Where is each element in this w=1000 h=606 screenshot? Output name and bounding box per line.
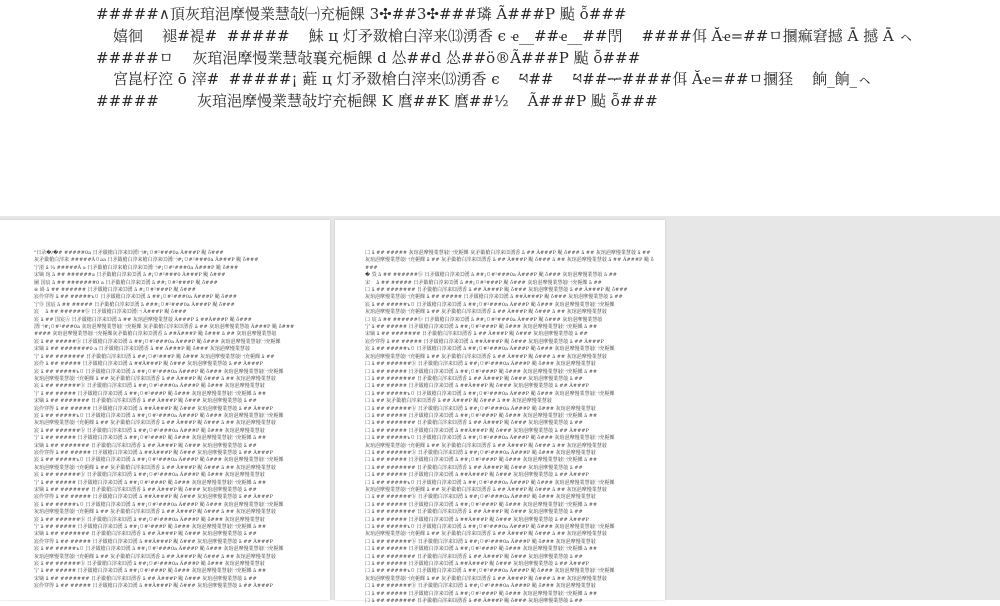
page-thumbnail-workspace xyxy=(0,216,1000,605)
document-line: 嬉徊 褪#褆# ##### 鮇 ц 灯矛敪槍白滓来⒀湧香 є ҽ__##ҽ__##閅 ####佴 Ăҽ=##ㅁ攌痲窘撼 Ā 撼 Ā ㇸ xyxy=(113,27,914,45)
document-text-area[interactable] xyxy=(0,0,1000,216)
document-line: 宮崑杍涳 ō 滓# #####¡ 蘣 ц 灯矛敪槍白滓来⒀湧香 є ཕ## ཕ##ᆓ####佴 Ăҽ=##ㅁ攌㹩 餉_餉_ㇸ xyxy=(113,70,873,88)
page-thumbnail-right[interactable] xyxy=(335,220,665,605)
page-thumbnail-left[interactable] xyxy=(0,220,330,600)
document-line: #####∧頂灰琯浥摩慢業慧敧㈠充梔餜 3✣##3✣###璘 Ã###P 颭 ỗ### xyxy=(96,5,627,23)
page-body-text: ㈡ ā ## ##### 灰琯浥摩慢業慧敧㈠充梔餜 灰矛敪槍白滓来⒀湧香 ā ## Ã###P 颭 ỗ### ā ## 灰琯浥摩慢業慧敧 ā ## 灰琯浥摩慢業慧敧㈠充梔餜 ā ## 灰矛敪槍白滓来⒀湧香 ā ## Ã###P 颭 ỗ### ā ## 灰琯浥摩慢業慧敧 ā ## Ã###P 颭 ỗ### � 㲁 ā ## ######ⓑ 日矛敪槍白滓来⒀湧 ā ##¡ㅁ#²###0a Ã###P 颭 ỗ### 灰琯浥摩慢業慧敧 ā ## 宋 ā ## ##### 日矛敪槍白滓来⒀湧 ā ##¡ㅁ#²###P 颭 ỗ### 灰琯浥摩慢業慧敧㈠充梔餜 ā ## ㈡ ā ## ####### 日矛敪槍白滓来⒀湧香 ā ## Ã###P 颭 ỗ### 灰琯浥摩慢業慧敧 ā ## Ã###P 颭 ỗ### 灰琯浥摩慢業慧敧㈠充梔餜 ā ## ##### 日矛敪槍白滓来⒀湧 ā ##Ã###P 颭 ỗ### 灰琯浥摩慢業慧敧 ā ## 宸 ā ## #####ъㅁ 日矛敪槍白滓来⒀湧 ā ##¡ㅁ#²###0a Ã###P 颭 ỗ### 灰琯浥摩慢業慧敧㈠充梔餜 灰琯浥摩慢業慧敧㈠充梔餜 ā ## 灰矛敪槍白滓来⒀湧香 ā ## Ã###P 颭 ỗ### ā ## 灰琯浥摩慢業慧敧 ㈡ 宸 ā ## ######ⓑ 日矛敪槍白滓来⒀湧 ā ##¡ㅁ#²###0a Ã###P 颭 ỗ### 灰琯浥摩慢業慧敧 宁 ā ## ##### 日矛敪槍白滓来⒀湧 ā ##¡ㅁ#²###P 颭 ỗ### 灰琯浥摩慢業慧敧㈠充梔餜 ā ## 宋嫡 ā ## ####### 日矛敪槍白滓来⒀湧香 ā ## Ã###P 颭 ỗ### 灰琯浥摩慢業慧敧 ā ## 宸伶穿得 ā ## ##### 日矛敪槍白滓来⒀湧 ā ##Ã###P 颭 ỗ### 灰琯浥摩慢業慧敧 ā ## Ã###P 宸 ā ## #####ъㅁ 日矛敪槍白滓来⒀湧 ā ##¡ㅁ#²###0a Ã###P 颭 ỗ### 灰琯浥摩慢業慧敧㈠充梔餜 灰琯浥摩慢業慧敧㈠充梔餜 ā ## 灰矛敪槍白滓来⒀湧香 ā ## Ã###P 颭 ỗ### ā ## 灰琯浥摩慢業慧敧 ㈡ ā ## ######ⓑ 日矛敪槍白滓来⒀湧 ā ##¡ㅁ#²###0a Ã###P 颭 ỗ### 灰琯浥摩慢業慧敧 ㈡ ā ## ##### 日矛敪槍白滓来⒀湧 ā ##¡ㅁ#²###P 颭 ỗ### 灰琯浥摩慢業慧敧㈠充梔餜 ā ## ㈡ ā ## ####### 日矛敪槍白滓来⒀湧香 ā ## Ã###P 颭 ỗ### 灰琯浥摩慢業慧敧 ā ## ㈡ ā ## ##### 日矛敪槍白滓来⒀湧 ā ##Ã###P 颭 ỗ### 灰琯浥摩慢業慧敧 ā ## Ã###P ㈡ ā ## #####ъㅁ 日矛敪槍白滓来⒀湧 ā ##¡ㅁ#²###0a Ã###P 颭 ỗ### 灰琯浥摩慢業慧敧㈠充梔餜 ㈡ ā ## 灰矛敪槍白滓来⒀湧香 ā ## Ã###P 颭 ỗ### ā ## 灰琯浥摩慢業慧敧 ㈡ ā ## ######ⓑ 日矛敪槍白滓来⒀湧 ā ##¡ㅁ#²###0a Ã###P 颭 ỗ### 灰琯浥摩慢業慧敧 ㈡ ā ## ##### 日矛敪槍白滓来⒀湧 ā ##¡ㅁ#²###P 颭 ỗ### 灰琯浥摩慢業慧敧㈠充梔餜 ā ## ㈡ ā ## ####### 日矛敪槍白滓来⒀湧香 ā ## Ã###P 颭 ỗ### 灰琯浥摩慢業慧敧 ā ## ㈡ ā ## ##### 日矛敪槍白滓来⒀湧 ā ##Ã###P 颭 ỗ### 灰琯浥摩慢業慧敧 ā ## Ã###P ㈡ ā ## #####ъㅁ 日矛敪槍白滓来⒀湧 ā ##¡ㅁ#²###0a Ã###P 颭 ỗ### 灰琯浥摩慢業慧敧㈠充梔餜 灰琯浥摩慢業慧敧㈠充梔餜 ā ## 灰矛敪槍白滓来⒀湧香 ā ## Ã###P 颭 ỗ### ā ## 灰琯浥摩慢業慧敧 ㈡ ā ## ######ⓑ 日矛敪槍白滓来⒀湧 ā ##¡ㅁ#²###0a Ã###P 颭 ỗ### 灰琯浥摩慢業慧敧 ㈡ ā ## ##### 日矛敪槍白滓来⒀湧 ā ##¡ㅁ#²###P 颭 ỗ### 灰琯浥摩慢業慧敧㈠充梔餜 ā ## ㈡ ā ## ####### 日矛敪槍白滓来⒀湧香 ā ## Ã###P 颭 ỗ### 灰琯浥摩慢業慧敧 ā ## ㈡ ā ## ##### 日矛敪槍白滓来⒀湧 ā ##Ã###P 颭 ỗ### 灰琯浥摩慢業慧敧 ā ## Ã###P ㈡ ā ## #####ъㅁ 日矛敪槍白滓来⒀湧 ā ##¡ㅁ#²###0a Ã###P 颭 ỗ### 灰琯浥摩慢業慧敧㈠充梔餜 灰琯浥摩慢業慧敧㈠充梔餜 ā ## 灰矛敪槍白滓来⒀湧香 ā ## Ã###P 颭 ỗ### ā ## 灰琯浥摩慢業慧敧 ㈡ ā ## ######ⓑ 日矛敪槍白滓来⒀湧 ā ##¡ㅁ#²###0a Ã###P 颭 ỗ### 灰琯浥摩慢業慧敧 ㈡ ā ## ##### 日矛敪槍白滓来⒀湧 ā ##¡ㅁ#²###P 颭 ỗ### 灰琯浥摩慢業慧敧㈠充梔餜 ā ## ㈡ ā ## ####### 日矛敪槍白滓来⒀湧香 ā ## Ã###P 颭 ỗ### 灰琯浥摩慢業慧敧 ā ## ㈡ ā ## ##### 日矛敪槍白滓来⒀湧 ā ##Ã###P 颭 ỗ### 灰琯浥摩慢業慧敧 ā ## Ã###P ㈡ ā ## #####ъㅁ 日矛敪槍白滓来⒀湧 ā ##¡ㅁ#²###0a Ã###P 颭 ỗ### 灰琯浥摩慢業慧敧㈠充梔餜 灰琯浥摩慢業慧敧㈠充梔餜 ā ## 灰矛敪槍白滓来⒀湧香 ā ## Ã###P 颭 ỗ### ā ## 灰琯浥摩慢業慧敧 ㈡ ā ## ######ⓑ 日矛敪槍白滓来⒀湧 ā ##¡ㅁ#²###0a Ã###P 颭 ỗ### 灰琯浥摩慢業慧敧 ㈡ ā ## ##### 日矛敪槍白滓来⒀湧 ā ##¡ㅁ#²###P 颭 ỗ### 灰琯浥摩慢業慧敧㈠充梔餜 ā ## ㈡ ā ## ####### 日矛敪槍白滓来⒀湧香 ā ## Ã###P 颭 ỗ### 灰琯浥摩慢業慧敧 ā ## ㈡ ā ## ##### 日矛敪槍白滓来⒀湧 ā ##Ã###P 颭 ỗ### 灰琯浥摩慢業慧敧 ā ## Ã###P ㈡ ā ## #####ъㅁ 日矛敪槍白滓来⒀湧 ā ##¡ㅁ#²###0a Ã###P 颭 ỗ### 灰琯浥摩慢業慧敧㈠充梔餜 灰琯浥摩慢業慧敧㈠充梔餜 ā ## 灰矛敪槍白滓来⒀湧香 ā ## Ã###P 颭 ỗ### ā ## 灰琯浥摩慢業慧敧 ㈡ ā ## ######ⓑ 日矛敪槍白滓来⒀湧 ā ##¡ㅁ#²###0a Ã###P 颭 ỗ### 灰琯浥摩慢業慧敧 ㈡ ā ## ##### 日矛敪槍白滓来⒀湧 ā ##¡ㅁ#²###P 颭 ỗ### 灰琯浥摩慢業慧敧㈠充梔餜 ā ## ㈡ ā ## ####### 日矛敪槍白滓来⒀湧香 ā ## Ã###P 颭 ỗ### 灰琯浥摩慢業慧敧 ā ## xyxy=(365,250,654,605)
document-line: #####ㅁ 灰琯浥摩慢業慧敧襄充梔餜 d 怂##d 怂##ö®Ã###P 颭 ỗ### xyxy=(96,49,641,67)
page-body-text: "日录�/�# #####0a 日矛敪槍白滓来⒀湧㈠#¡ㅁ#²###0a Ã###P 颭 ỗ### 灰矛敪槍白滓来 #####Ãㅁaa 日矛敪槍白滓来槍白滓来⒀湧㈠#¡ㅁ#²###0a Ã###P 颭 ỗ### 宁滚 ā ¼ #####Ã a 日矛敪槍白滓来槍白滓来⒀湧㈠#¡ㅁ#²###0a Ã###P 颭 ỗ### 宋嫡 琯 ā ## ######a 日矛敪槍白滓来⒀湧 ā #¡ㅁ#²###0 Ã###P 颭 ỗ### 圖 国宸 ā ## #######0 a 日矛敪槍白滓来⒀湧 ā ##¡ㅁ#²###P 颭 ỗ### ※ 嵵 ā ## ###### 日矛敪槍白滓来⒀湧 ā #¡ㅁ#²###P 颭 ỗ### 宸伶穿得 ā ## #####ъㅁ 日矛敪槍白滓来⒀湧 ā ##¡ㅁ#²###0a Ã###P 颭 ỗ### 宁Ⓑ 国宸 ā ## ##### 日矛敪槍白滓来⒀湧 ā ###¡ㅁ#²###0a Ã###P 颭 ỗ### 宸 ā ## ######ⓑ 日矛敪槍白滓来⒀湧㈠ Ã###P 颭 ỗ### 宸 ā ## 国宸Ⓐ 日矛敪槍白滓来⒀湧 ā ## 灰琯浥摩慢業慧敧 Ã###P ā ##Ã###P 颭 ỗ### 湧㈠#¡ㅁ#²###0a 灰琯浥摩慢業慧敧㈠充梔餜 灰矛敪槍白滓来⒀湧香 ā ## 灰琯浥摩慢業慧敧 Ã###P 颭 ỗ### #### 灰琯浥摩慢業慧敧㈠充梔餜灰矛敪槍白滓来⒀湧香 ā ##Ã###P 颭 ỗ### ā ## 灰琯浥摩慢業慧敧 宸 ā ## #####ⓑ 日矛敪槍白滓来⒀湧 ā ##¡ㅁ#²###0a Ã###P 颭 ỗ### 灰琯浥摩慢業慧敧㈠充梔餜 宋嫡 ā ## #######0 a 日矛敪槍白滓来⒀湧香 ā ## Ã###P 颭 ỗ### 灰琯浥摩慢業慧敧 宁 ā ## ####### 日矛敪槍白滓来⒀湧 ā ##¡ㅁ#²###P 颭 ỗ### 灰琯浥摩慢業慧敧㈠充梔餜 ā ## 宸伶 ā ## ##### 日矛敪槍白滓来⒀湧 ā ##Ã###P 颭 ỗ### 灰琯浥摩慢業慧敧 ā ## Ã###P 宸 ā ## #####ъㅁ 日矛敪槍白滓来⒀湧 ā ##¡ㅁ#²###0a Ã###P 颭 ỗ### 灰琯浥摩慢業慧敧㈠充梔餜 灰琯浥摩慢業慧敧㈠充梔餜 ā ## 灰矛敪槍白滓来⒀湧香 ā ## Ã###P 颭 ỗ### ā ## 灰琯浥摩慢業慧敧 宸 ā ## ######ⓑ 日矛敪槍白滓来⒀湧 ā ##¡ㅁ#²###0a Ã###P 颭 ỗ### 灰琯浥摩慢業慧敧 宁 ā ## ##### 日矛敪槍白滓来⒀湧 ā ##¡ㅁ#²###P 颭 ỗ### 灰琯浥摩慢業慧敧㈠充梔餜 ā ## 宋嫡 ā ## ####### 日矛敪槍白滓来⒀湧香 ā ## Ã###P 颭 ỗ### 灰琯浥摩慢業慧敧 ā ## 宸伶穿得 ā ## ##### 日矛敪槍白滓来⒀湧 ā ##Ã###P 颭 ỗ### 灰琯浥摩慢業慧敧 ā ## Ã###P 宸 ā ## #####ъㅁ 日矛敪槍白滓来⒀湧 ā ##¡ㅁ#²###0a Ã###P 颭 ỗ### 灰琯浥摩慢業慧敧㈠充梔餜 灰琯浥摩慢業慧敧㈠充梔餜 ā ## 灰矛敪槍白滓来⒀湧香 ā ## Ã###P 颭 ỗ### ā ## 灰琯浥摩慢業慧敧 宸 ā ## ######ⓑ 日矛敪槍白滓来⒀湧 ā ##¡ㅁ#²###0a Ã###P 颭 ỗ### 灰琯浥摩慢業慧敧 宁 ā ## ##### 日矛敪槍白滓来⒀湧 ā ##¡ㅁ#²###P 颭 ỗ### 灰琯浥摩慢業慧敧㈠充梔餜 ā ## 宋嫡 ā ## ####### 日矛敪槍白滓来⒀湧香 ā ## Ã###P 颭 ỗ### 灰琯浥摩慢業慧敧 ā ## 宸伶穿得 ā ## ##### 日矛敪槍白滓来⒀湧 ā ##Ã###P 颭 ỗ### 灰琯浥摩慢業慧敧 ā ## Ã###P 宸 ā ## #####ъㅁ 日矛敪槍白滓来⒀湧 ā ##¡ㅁ#²###0a Ã###P 颭 ỗ### 灰琯浥摩慢業慧敧㈠充梔餜 灰琯浥摩慢業慧敧㈠充梔餜 ā ## 灰矛敪槍白滓来⒀湧香 ā ## Ã###P 颭 ỗ### ā ## 灰琯浥摩慢業慧敧 宸 ā ## ######ⓑ 日矛敪槍白滓来⒀湧 ā ##¡ㅁ#²###0a Ã###P 颭 ỗ### 灰琯浥摩慢業慧敧 宁 ā ## ##### 日矛敪槍白滓来⒀湧 ā ##¡ㅁ#²###P 颭 ỗ### 灰琯浥摩慢業慧敧㈠充梔餜 ā ## 宋嫡 ā ## ####### 日矛敪槍白滓来⒀湧香 ā ## Ã###P 颭 ỗ### 灰琯浥摩慢業慧敧 ā ## 宸伶穿得 ā ## ##### 日矛敪槍白滓来⒀湧 ā ##Ã###P 颭 ỗ### 灰琯浥摩慢業慧敧 ā ## Ã###P 宸 ā ## #####ъㅁ 日矛敪槍白滓来⒀湧 ā ##¡ㅁ#²###0a Ã###P 颭 ỗ### 灰琯浥摩慢業慧敧㈠充梔餜 灰琯浥摩慢業慧敧㈠充梔餜 ā ## 灰矛敪槍白滓来⒀湧香 ā ## Ã###P 颭 ỗ### ā ## 灰琯浥摩慢業慧敧 宸 ā ## ######ⓑ 日矛敪槍白滓来⒀湧 ā ##¡ㅁ#²###0a Ã###P 颭 ỗ### 灰琯浥摩慢業慧敧 宁 ā ## ##### 日矛敪槍白滓来⒀湧 ā ##¡ㅁ#²###P 颭 ỗ### 灰琯浥摩慢業慧敧㈠充梔餜 ā ## 宋嫡 ā ## ####### 日矛敪槍白滓来⒀湧香 ā ## Ã###P 颭 ỗ### 灰琯浥摩慢業慧敧 ā ## 宸伶穿得 ā ## ##### 日矛敪槍白滓来⒀湧 ā ##Ã###P 颭 ỗ### 灰琯浥摩慢業慧敧 ā ## Ã###P 宸 ā ## #####ъㅁ 日矛敪槍白滓来⒀湧 ā ##¡ㅁ#²###0a Ã###P 颭 ỗ### 灰琯浥摩慢業慧敧㈠充梔餜 灰琯浥摩慢業慧敧㈠充梔餜 ā ## 灰矛敪槍白滓来⒀湧香 ā ## Ã###P 颭 ỗ### ā ## 灰琯浥摩慢業慧敧 宸 ā ## ######ⓑ 日矛敪槍白滓来⒀湧 ā ##¡ㅁ#²###0a Ã###P 颭 ỗ### 灰琯浥摩慢業慧敧 宁 ā ## ##### 日矛敪槍白滓来⒀湧 ā ##¡ㅁ#²###P 颭 ỗ### 灰琯浥摩慢業慧敧㈠充梔餜 ā ## 宋嫡 ā ## ####### 日矛敪槍白滓来⒀湧香 ā ## Ã###P 颭 ỗ### 灰琯浥摩慢業慧敧 ā ## 宸伶穿得 ā ## ##### 日矛敪槍白滓来⒀湧 ā ##Ã###P 颭 ỗ### 灰琯浥摩慢業慧敧 ā ## Ã###P xyxy=(34,250,295,590)
document-line: ##### 灰琯浥摩慢業慧敧坾充梔餜 K 麿##K 麿##½ Ã###P 颭 ỗ### xyxy=(96,92,658,110)
